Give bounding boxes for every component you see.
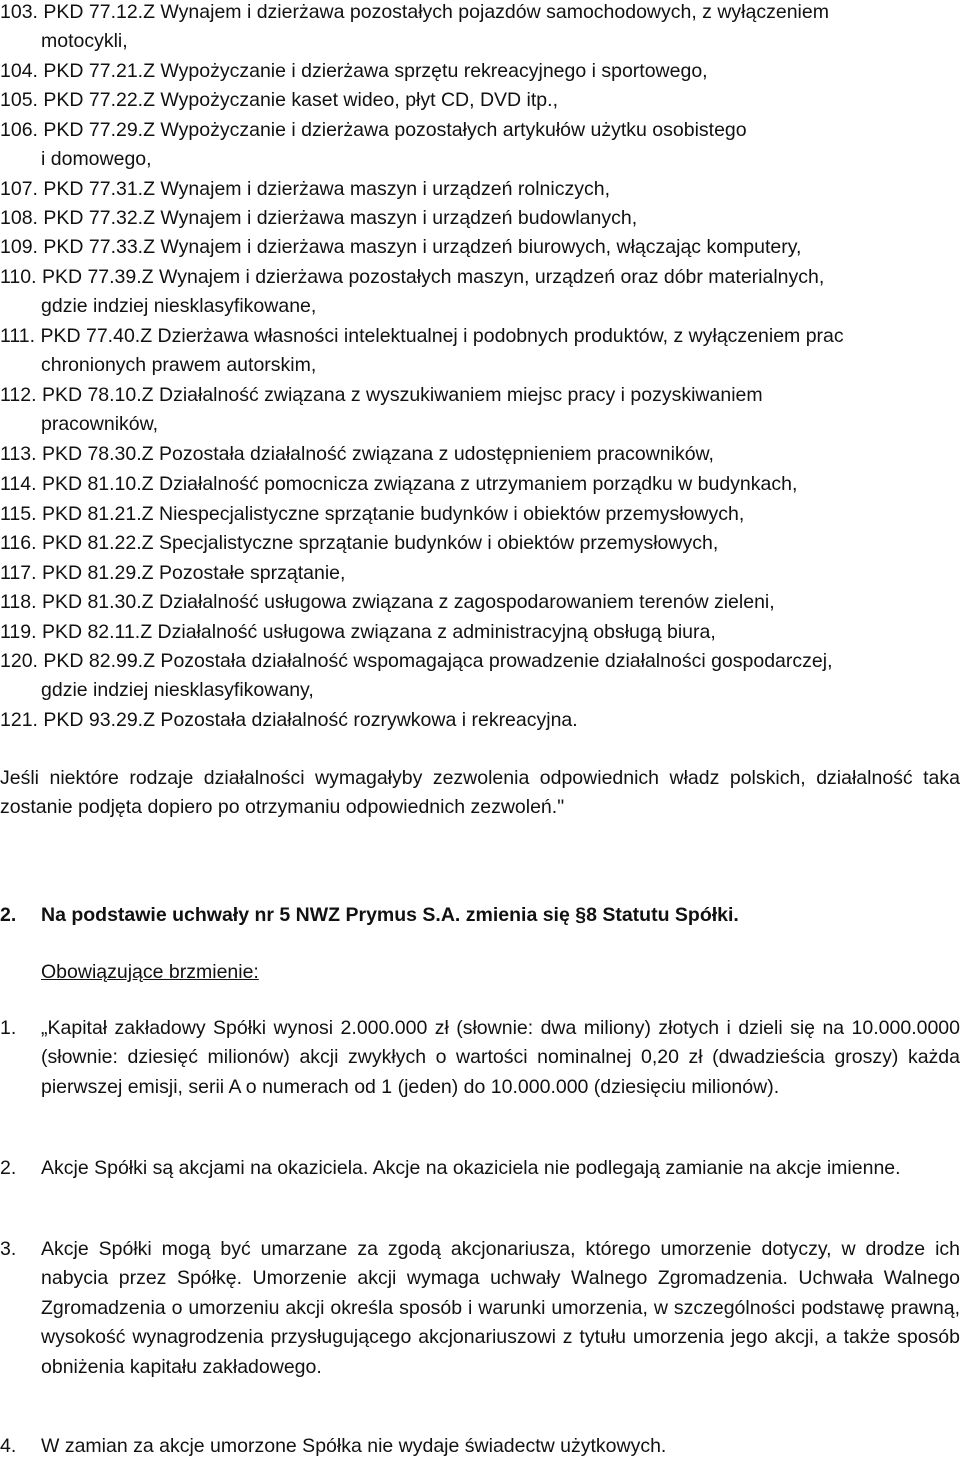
- item-number: 105.: [0, 89, 38, 111]
- item-number: 116.: [0, 532, 37, 554]
- item-number: 112.: [0, 384, 37, 406]
- item-number: 111.: [0, 325, 36, 347]
- item-text-continuation: i domowego,: [41, 148, 152, 171]
- item-text: PKD 77.22.Z Wypożyczanie kaset wideo, płyt CD, DVD itp.,: [43, 89, 558, 111]
- item-text: PKD 77.21.Z Wypożyczanie i dzierżawa sprzętu rekreacyjnego i sportowego,: [43, 60, 708, 82]
- item-text: PKD 77.32.Z Wynajem i dzierżawa maszyn i urządzeń budowlanych,: [43, 207, 638, 229]
- item-text: PKD 81.22.Z Specjalistyczne sprzątanie budynków i obiektów przemysłowych,: [41, 532, 719, 554]
- item-text-continuation: gdzie indziej niesklasyfikowane,: [41, 295, 317, 318]
- item-number: 4.: [0, 1435, 17, 1457]
- item-text: „Kapitał zakładowy Spółki wynosi 2.000.000 zł (słownie: dwa miliony) złotych i dzieli się na 10.000.0000 (słownie: dziesięć milionów) akcji zwykłych o wartości nominalnej 0,20 zł (dwadzieścia groszy) każda pierwszej emisji, serii A o numerach od 1 (jeden) do 10.000.000 (dziesięciu milionów).: [41, 1017, 960, 1098]
- item-text: Akcje Spółki mogą być umarzane za zgodą akcjonariusza, którego umorzenie dotyczy, w drodze ich nabycia przez Spółkę. Umorzenie akcji wymaga uchwały Walnego Zgromadzenia. Uchwała Walnego Zgromadzenia o umorzeniu akcji określa sposób i warunki umorzenia, w szczególności podstawę prawną, wysokość wynagrodzenia przysługującego akcjonariuszowi z tytułu umorzenia jego akcji, a także sposób obniżenia kapitału zakładowego.: [41, 1238, 960, 1378]
- item-number: 107.: [0, 178, 38, 200]
- item-text-continuation: pracowników,: [41, 413, 159, 436]
- item-number: 1.: [0, 1017, 17, 1039]
- item-text: PKD 78.30.Z Pozostała działalność związana z udostępnieniem pracowników,: [41, 443, 714, 465]
- item-text-continuation: motocykli,: [41, 30, 128, 53]
- item-number: 114.: [0, 473, 37, 495]
- item-number: 110.: [0, 266, 37, 288]
- item-text: PKD 77.31.Z Wynajem i dzierżawa maszyn i urządzeń rolniczych,: [43, 178, 610, 200]
- item-number: 109.: [0, 236, 38, 258]
- item-number: 113.: [0, 443, 37, 465]
- item-number: 3.: [0, 1238, 17, 1260]
- item-number: 121.: [0, 709, 38, 731]
- current-wording-subheading: Obowiązujące brzmienie:: [41, 961, 259, 983]
- section-number: 2.: [0, 904, 17, 926]
- item-text: PKD 81.29.Z Pozostałe sprzątanie,: [41, 562, 346, 584]
- item-number: 118.: [0, 591, 37, 613]
- item-text: PKD 77.40.Z Dzierżawa własności intelektualnej i podobnych produktów, z wyłączeniem prac: [40, 325, 844, 347]
- item-text: PKD 81.10.Z Działalność pomocnicza związana z utrzymaniem porządku w budynkach,: [41, 473, 798, 495]
- item-text: PKD 82.99.Z Pozostała działalność wspomagająca prowadzenie działalności gospodarczej,: [43, 650, 833, 672]
- item-text: PKD 77.29.Z Wypożyczanie i dzierżawa pozostałych artykułów użytku osobistego: [43, 119, 747, 141]
- item-text: PKD 93.29.Z Pozostała działalność rozrywkowa i rekreacyjna.: [43, 709, 578, 731]
- section-title: Na podstawie uchwały nr 5 NWZ Prymus S.A. zmienia się §8 Statutu Spółki.: [41, 904, 739, 926]
- item-text: PKD 77.12.Z Wynajem i dzierżawa pozostałych pojazdów samochodowych, z wyłączeniem: [43, 1, 829, 23]
- item-text: PKD 81.21.Z Niespecjalistyczne sprzątanie budynków i obiektów przemysłowych,: [41, 503, 745, 525]
- item-text: Akcje Spółki są akcjami na okaziciela. Akcje na okaziciela nie podlegają zamianie na akcje imienne.: [41, 1157, 901, 1179]
- item-text: PKD 78.10.Z Działalność związana z wyszukiwaniem miejsc pracy i pozyskiwaniem: [41, 384, 763, 406]
- item-text: W zamian za akcje umorzone Spółka nie wydaje świadectw użytkowych.: [41, 1435, 667, 1457]
- item-number: 120.: [0, 650, 38, 672]
- item-text: PKD 81.30.Z Działalność usługowa związana z zagospodarowaniem terenów zieleni,: [41, 591, 775, 613]
- item-number: 119.: [0, 621, 37, 643]
- item-number: 104.: [0, 60, 38, 82]
- item-text-continuation: chronionych prawem autorskim,: [41, 354, 317, 377]
- permits-paragraph: Jeśli niektóre rodzaje działalności wymagałyby zezwolenia odpowiednich władz polskich, działalność taka zostanie podjęta dopiero po otrzymaniu odpowiednich zezwoleń.": [0, 767, 960, 819]
- item-text: PKD 77.39.Z Wynajem i dzierżawa pozostałych maszyn, urządzeń oraz dóbr materialnych,: [41, 266, 825, 288]
- item-number: 108.: [0, 207, 38, 229]
- item-number: 117.: [0, 562, 37, 584]
- item-number: 103.: [0, 1, 38, 23]
- item-text: PKD 82.11.Z Działalność usługowa związana z administracyjną obsługą biura,: [41, 621, 716, 643]
- item-number: 2.: [0, 1157, 17, 1179]
- item-number: 115.: [0, 503, 37, 525]
- item-text: PKD 77.33.Z Wynajem i dzierżawa maszyn i urządzeń biurowych, włączając komputery,: [43, 236, 802, 258]
- item-text-continuation: gdzie indziej niesklasyfikowany,: [41, 679, 314, 702]
- item-number: 106.: [0, 119, 38, 141]
